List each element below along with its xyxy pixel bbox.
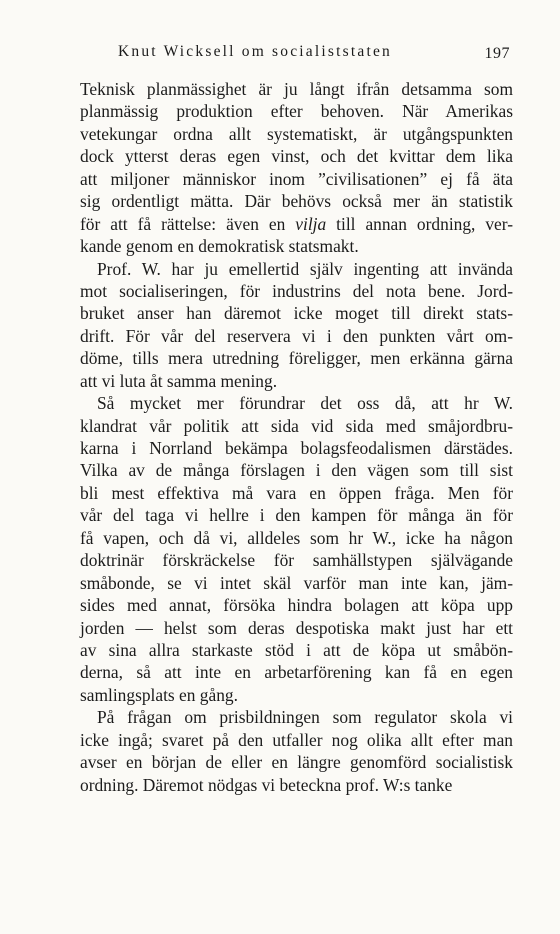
- text-line: Vilka av de många förslagen i den vägen som till sist: [80, 460, 513, 481]
- text-line: vetekungar ordna allt systematiskt, är utgångspunkten: [80, 123, 513, 144]
- text-line: mot socialiseringen, för industrins del nota bene. Jord-: [80, 280, 513, 301]
- text-line: bruket anser han däremot icke moget till direkt stats-: [80, 303, 513, 324]
- text-line: bli mest effektiva må vara en öppen fråga. Men för: [80, 482, 513, 503]
- text-line: vår del taga vi hellre i den kampen för många än för: [80, 505, 513, 526]
- text-line: få vapen, och då vi, alldeles som hr W., icke ha någon: [80, 527, 513, 548]
- running-title: Knut Wicksell om socialiststaten: [118, 43, 392, 60]
- text-line: planmässig produktion efter behoven. När Amerikas: [80, 101, 513, 122]
- text-line: ordning. Däremot nödgas vi beteckna prof. W:s tanke: [80, 774, 453, 795]
- text-line: klandrat vår politik att sida vid sida med småjordbru-: [80, 415, 513, 436]
- text-line: karna i Norrland bekämpa bolagsfeodalismen därstädes.: [80, 438, 513, 458]
- running-head: [80, 43, 510, 65]
- text-line: döme, tills mera utredning föreligger, men erkänna gärna: [80, 348, 513, 369]
- text-line: sides med annat, försöka hindra bolagen att köpa upp: [80, 595, 513, 616]
- text-line: doktrinär förskräckelse för samhällstypen självägande: [80, 550, 513, 571]
- page-number: 197: [484, 45, 510, 62]
- text-line: samlingsplats en gång.: [80, 684, 238, 705]
- text-line: småbonde, se vi intet skäl varför man inte kan, jäm-: [80, 572, 513, 593]
- text-line: dock ytterst deras egen vinst, och det kvittar dem lika: [80, 146, 513, 167]
- text-line: Teknisk planmässighet är ju långt ifrån detsamma som: [80, 79, 513, 99]
- text-line-with-emphasis: för att få rättelse: även en vilja till annan ordning, ver-: [80, 213, 513, 234]
- text-line: drift. För vår del reservera vi i den punkten vårt om-: [80, 325, 513, 346]
- text-line: kande genom en demokratisk statsmakt.: [80, 236, 359, 257]
- text-line: På frågan om prisbildningen som regulator skola vi: [97, 707, 513, 728]
- text-line: avser en början de eller en längre genomförd socialistisk: [80, 752, 513, 773]
- text-line: derna, så att inte en arbetarförening kan få en egen: [80, 662, 513, 683]
- text-line: jorden — helst som deras despotiska makt just har ett: [80, 617, 513, 638]
- emphasized-word: vilja: [295, 213, 327, 234]
- text-line: av sina allra starkaste stöd i att de köpa ut småbön-: [80, 639, 513, 660]
- body-text: [80, 78, 513, 796]
- text-line: icke ingå; svaret på den utfaller nog olika allt efter man: [80, 729, 513, 750]
- text-line: att vi luta åt samma mening.: [80, 370, 278, 391]
- text-line: att miljoner människor inom ”civilisationen” ej få äta: [80, 168, 513, 189]
- text-line: Prof. W. har ju emellertid själv ingenting att invända: [97, 258, 513, 279]
- text-line: Så mycket mer förundrar det oss då, att hr W.: [97, 393, 513, 414]
- text-line: sig ordentligt mätta. Där behövs också mer än statistik: [80, 191, 513, 212]
